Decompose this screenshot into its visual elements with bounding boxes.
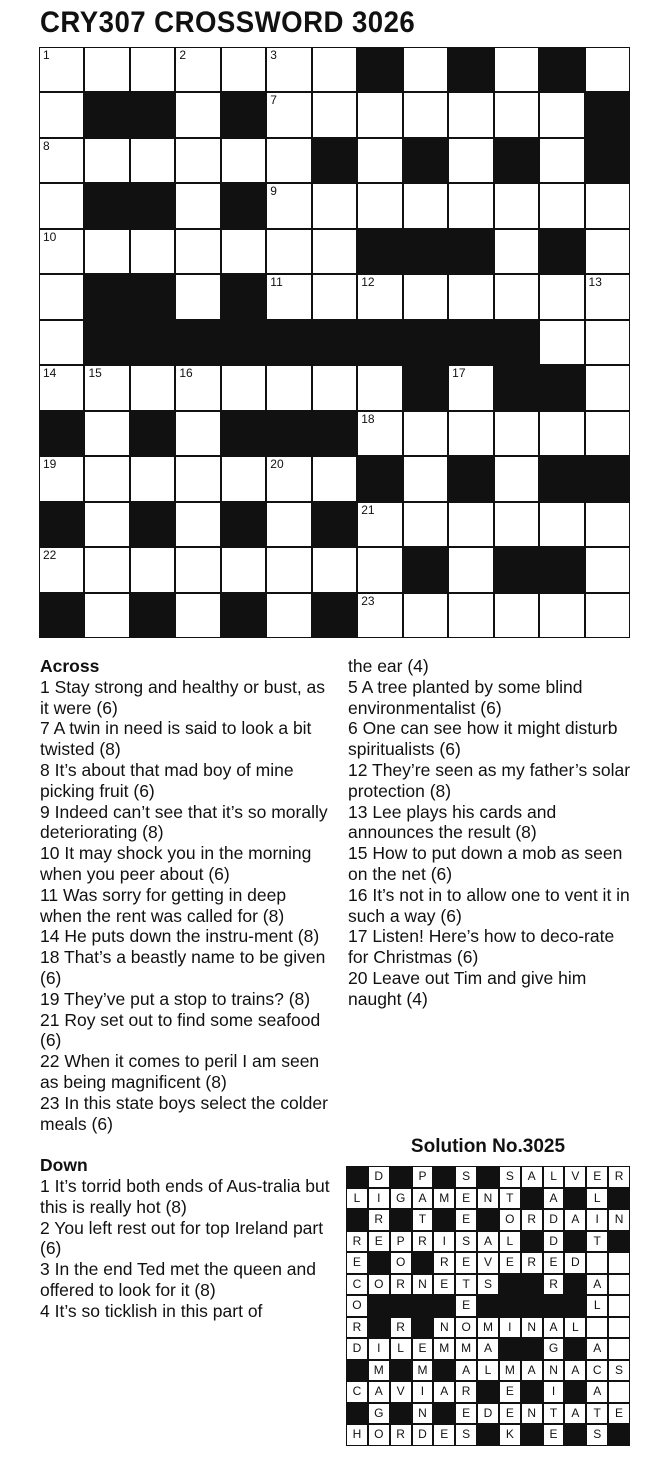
solution-cell: R: [413, 1232, 433, 1252]
grid-cell[interactable]: [40, 548, 83, 591]
solution-cell: R: [544, 1275, 564, 1295]
solution-cell: A: [544, 1318, 564, 1338]
grid-cell[interactable]: [495, 184, 538, 227]
solution-cell: S: [456, 1425, 476, 1445]
grid-cell[interactable]: [176, 503, 219, 546]
solution-cell: S: [478, 1275, 498, 1295]
solution-cell: E: [456, 1296, 476, 1316]
clue-number: 20: [270, 457, 284, 472]
clue-item: 9 Indeed can’t see that it’s so morally deteriorating (8): [40, 801, 328, 843]
solution-cell: A: [456, 1361, 476, 1381]
clue-number: 14: [43, 366, 57, 381]
solution-cell: V: [391, 1382, 411, 1402]
grid-cell[interactable]: [586, 48, 629, 91]
grid-cell[interactable]: [222, 548, 265, 591]
solution-cell: T: [587, 1404, 607, 1424]
clue-item: 14 He puts down the instru-ment (8): [40, 926, 320, 947]
grid-cell[interactable]: [404, 457, 447, 500]
grid-cell[interactable]: [358, 412, 401, 455]
clue-number: 7: [270, 93, 277, 108]
grid-cell[interactable]: [495, 503, 538, 546]
grid-cell[interactable]: [404, 48, 447, 91]
grid-cell[interactable]: [85, 48, 128, 91]
grid-cell[interactable]: [449, 184, 492, 227]
grid-cell[interactable]: [313, 275, 356, 318]
grid-cell[interactable]: [358, 93, 401, 136]
grid-cell[interactable]: [358, 139, 401, 182]
solution-cell: N: [522, 1318, 542, 1338]
solution-cell: O: [369, 1425, 389, 1445]
solution-cell: G: [369, 1404, 389, 1424]
clue-item: 15 How to put down a mob as seen on the net (6): [348, 843, 623, 884]
solution-cell: C: [347, 1382, 367, 1402]
grid-cell[interactable]: [267, 93, 310, 136]
solution-cell: I: [413, 1382, 433, 1402]
grid-cell[interactable]: [176, 93, 219, 136]
solution-cell: [587, 1253, 607, 1273]
grid-cell[interactable]: [358, 594, 401, 637]
grid-cell[interactable]: [313, 548, 356, 591]
solution-cell: L: [587, 1296, 607, 1316]
solution-cell: L: [391, 1339, 411, 1359]
solution-cell: N: [609, 1210, 629, 1230]
grid-cell[interactable]: [222, 457, 265, 500]
solution-cell: R: [391, 1275, 411, 1295]
solution-cell: N: [413, 1404, 433, 1424]
solution-cell: L: [478, 1361, 498, 1381]
solution-cell: T: [500, 1189, 520, 1209]
grid-cell[interactable]: [540, 412, 583, 455]
grid-cell[interactable]: [313, 230, 356, 273]
solution-cell: A: [565, 1361, 585, 1381]
clue-number: 12: [361, 275, 375, 290]
grid-cell[interactable]: [176, 366, 219, 409]
solution-cell: V: [478, 1253, 498, 1273]
grid-cell[interactable]: [267, 457, 310, 500]
grid-cell[interactable]: [313, 48, 356, 91]
grid-cell[interactable]: [449, 139, 492, 182]
grid-cell[interactable]: [495, 275, 538, 318]
grid-cell[interactable]: [176, 275, 219, 318]
grid-cell[interactable]: [40, 366, 83, 409]
grid-cell[interactable]: [586, 503, 629, 546]
clue-number: 8: [43, 138, 50, 153]
solution-cell: D: [544, 1210, 564, 1230]
solution-cell: D: [478, 1404, 498, 1424]
grid-cell[interactable]: [358, 548, 401, 591]
clue-item: 16 It’s not in to allow one to vent it in such a way (6): [348, 884, 630, 926]
grid-cell[interactable]: [40, 93, 83, 136]
grid-cell[interactable]: [85, 366, 128, 409]
solution-cell: R: [347, 1318, 367, 1338]
solution-cell: [609, 1318, 629, 1338]
clue-item: 18 That’s a beastly name to be given (6): [40, 947, 326, 988]
clue-number: 9: [270, 184, 277, 199]
solution-cell: [609, 1339, 629, 1359]
grid-cell[interactable]: [586, 548, 629, 591]
grid-cell[interactable]: [131, 48, 174, 91]
solution-cell: E: [413, 1339, 433, 1359]
grid-cell[interactable]: [358, 366, 401, 409]
grid-cell[interactable]: [540, 594, 583, 637]
grid-cell[interactable]: [40, 321, 83, 364]
clue-number: 17: [452, 366, 466, 381]
solution-cell: I: [500, 1318, 520, 1338]
solution-cell: O: [391, 1253, 411, 1273]
solution-cell: I: [587, 1210, 607, 1230]
solution-cell: E: [434, 1425, 454, 1445]
grid-cell[interactable]: [495, 594, 538, 637]
grid-cell[interactable]: [85, 503, 128, 546]
solution-cell: D: [413, 1425, 433, 1445]
grid-cell[interactable]: [222, 366, 265, 409]
grid-cell[interactable]: [404, 93, 447, 136]
grid-cell[interactable]: [267, 366, 310, 409]
grid-cell[interactable]: [358, 503, 401, 546]
clue-number: 2: [179, 48, 187, 62]
solution-cell: G: [544, 1339, 564, 1359]
solution-title: Solution No.3025: [410, 1136, 566, 1157]
clue-number: 1: [43, 48, 50, 62]
solution-cell: A: [565, 1404, 585, 1424]
grid-cell[interactable]: [404, 594, 447, 637]
solution-cell: N: [413, 1275, 433, 1295]
solution-cell: O: [369, 1275, 389, 1295]
grid-cell[interactable]: [449, 548, 492, 591]
solution-cell: E: [500, 1253, 520, 1273]
solution-cell: R: [391, 1318, 411, 1338]
down-clue-list-continued: [348, 656, 638, 1010]
grid-cell[interactable]: [176, 230, 219, 273]
clue-number: 16: [179, 366, 193, 381]
grid-cell[interactable]: [267, 503, 310, 546]
solution-cell: [609, 1382, 629, 1402]
solution-cell: V: [565, 1167, 585, 1187]
solution-cell: E: [544, 1253, 564, 1273]
grid-cell[interactable]: [586, 230, 629, 273]
solution-cell: A: [522, 1361, 542, 1381]
grid-cell[interactable]: [176, 48, 219, 91]
solution-cell: A: [587, 1339, 607, 1359]
solution-cell: E: [544, 1425, 564, 1445]
grid-cell[interactable]: [131, 230, 174, 273]
solution-cell: A: [434, 1382, 454, 1402]
page-title: CRY307 CROSSWORD 3026: [40, 6, 416, 39]
grid-cell[interactable]: [267, 230, 310, 273]
solution-cell: M: [413, 1361, 433, 1381]
grid-cell[interactable]: [131, 366, 174, 409]
solution-cell: P: [391, 1232, 411, 1252]
down-clue-list: [40, 1176, 330, 1322]
solution-cell: E: [500, 1404, 520, 1424]
across-header: Across: [40, 656, 100, 676]
grid-cell[interactable]: [176, 457, 219, 500]
grid-cell[interactable]: [404, 184, 447, 227]
clue-item: 13 Lee plays his cards and announces the result (8): [348, 801, 557, 843]
solution-cell: R: [391, 1425, 411, 1445]
solution-cell: E: [500, 1382, 520, 1402]
grid-cell[interactable]: [449, 275, 492, 318]
grid-cell[interactable]: [85, 548, 128, 591]
clue-number: 11: [270, 275, 283, 290]
solution-cell: A: [587, 1382, 607, 1402]
grid-cell[interactable]: [586, 594, 629, 637]
solution-cell: O: [456, 1318, 476, 1338]
grid-cell[interactable]: [267, 548, 310, 591]
grid-cell[interactable]: [313, 457, 356, 500]
clue-item: 20 Leave out Tim and give him naught (4): [348, 967, 587, 1009]
grid-cell[interactable]: [176, 139, 219, 182]
clue-item: 11 Was sorry for getting in deep when the rent was called for (8): [40, 884, 287, 926]
grid-cell[interactable]: [540, 93, 583, 136]
grid-cell[interactable]: [267, 184, 310, 227]
solution-cell: M: [500, 1361, 520, 1381]
solution-cell: S: [456, 1167, 476, 1187]
solution-cell: I: [544, 1382, 564, 1402]
solution-cell: T: [456, 1275, 476, 1295]
solution-cell: A: [544, 1189, 564, 1209]
solution-cell: D: [544, 1232, 564, 1252]
clue-item: 5 A tree planted by some blind environmentalist (6): [348, 676, 583, 718]
solution-cell: A: [522, 1167, 542, 1187]
grid-cell[interactable]: [495, 48, 538, 91]
grid-cell[interactable]: [40, 275, 83, 318]
solution-cell: N: [434, 1318, 454, 1338]
solution-cell: M: [434, 1189, 454, 1209]
solution-cell: N: [478, 1189, 498, 1209]
grid-cell[interactable]: [540, 275, 583, 318]
grid-cell[interactable]: [495, 457, 538, 500]
solution-cell: S: [456, 1232, 476, 1252]
clue-number: 23: [361, 593, 375, 608]
grid-cell[interactable]: [222, 139, 265, 182]
solution-grid: [346, 1166, 630, 1446]
solution-cell: A: [478, 1339, 498, 1359]
solution-cell: A: [565, 1210, 585, 1230]
solution-cell: [587, 1318, 607, 1338]
clue-item: 22 When it comes to peril I am seen as being magnificent (8): [40, 1051, 320, 1092]
grid-cell[interactable]: [449, 503, 492, 546]
solution-cell: E: [587, 1167, 607, 1187]
clue-item: 21 Roy set out to find some seafood (6): [40, 1009, 321, 1051]
grid-cell[interactable]: [313, 93, 356, 136]
clue-item: 17 Listen! Here’s how to deco-rate for Christmas (6): [348, 926, 615, 968]
grid-cell[interactable]: [404, 412, 447, 455]
grid-cell[interactable]: [404, 503, 447, 546]
solution-cell: L: [347, 1189, 367, 1209]
solution-cell: O: [347, 1296, 367, 1316]
clue-item: 19 They’ve put a stop to trains? (8): [40, 988, 311, 1009]
clue-item: 10 It may shock you in the morning when you peer about (6): [40, 843, 312, 884]
clue-number: 15: [88, 366, 102, 381]
clues-column-left: [40, 656, 330, 1322]
clue-item: 6 One can see how it might disturb spiritualists (6): [348, 718, 618, 760]
grid-cell[interactable]: [40, 139, 83, 182]
grid-cell[interactable]: [267, 275, 310, 318]
grid-cell[interactable]: [540, 184, 583, 227]
solution-cell: A: [478, 1232, 498, 1252]
solution-cell: L: [565, 1318, 585, 1338]
solution-cell: D: [347, 1339, 367, 1359]
grid-cell[interactable]: [131, 457, 174, 500]
grid-cell[interactable]: [540, 321, 583, 364]
solution-cell: C: [587, 1361, 607, 1381]
clue-number: 10: [43, 229, 57, 244]
grid-cell[interactable]: [540, 503, 583, 546]
solution-cell: S: [587, 1425, 607, 1445]
solution-cell: N: [522, 1404, 542, 1424]
solution-cell: E: [609, 1404, 629, 1424]
solution-cell: A: [587, 1275, 607, 1295]
grid-cell[interactable]: [176, 594, 219, 637]
clue-number: 21: [361, 502, 375, 517]
grid-cell[interactable]: [449, 412, 492, 455]
solution-cell: M: [434, 1339, 454, 1359]
solution-cell: E: [347, 1253, 367, 1273]
grid-cell[interactable]: [449, 93, 492, 136]
grid-cell[interactable]: [540, 139, 583, 182]
grid-cell[interactable]: [222, 230, 265, 273]
clue-item: 4 It’s so ticklish in this part of: [40, 1300, 263, 1321]
solution-cell: E: [369, 1232, 389, 1252]
solution-cell: N: [544, 1361, 564, 1381]
grid-cell[interactable]: [131, 139, 174, 182]
grid-cell[interactable]: [176, 184, 219, 227]
grid-cell[interactable]: [495, 412, 538, 455]
down-header: Down: [40, 1155, 88, 1176]
solution-cell: C: [347, 1275, 367, 1295]
solution-cell: R: [434, 1253, 454, 1273]
grid-cell[interactable]: [586, 184, 629, 227]
grid-cell[interactable]: [176, 548, 219, 591]
solution-cell: E: [456, 1404, 476, 1424]
solution-cell: L: [544, 1167, 564, 1187]
solution-cell: S: [609, 1361, 629, 1381]
grid-cell[interactable]: [222, 48, 265, 91]
solution-cell: R: [456, 1382, 476, 1402]
solution-cell: R: [522, 1253, 542, 1273]
solution-cell: H: [347, 1425, 367, 1445]
solution-cell: S: [500, 1167, 520, 1187]
solution-cell: E: [456, 1189, 476, 1209]
solution-cell: [609, 1253, 629, 1273]
grid-cell[interactable]: [404, 275, 447, 318]
solution-cell: E: [456, 1210, 476, 1230]
solution-cell: D: [369, 1167, 389, 1187]
grid-cell[interactable]: [40, 184, 83, 227]
clue-item: the ear (4): [348, 656, 429, 676]
clue-number: 18: [361, 411, 375, 426]
solution-cell: A: [369, 1382, 389, 1402]
solution-cell: [609, 1296, 629, 1316]
grid-cell[interactable]: [85, 594, 128, 637]
clue-number: 3: [270, 48, 277, 62]
solution-cell: R: [369, 1210, 389, 1230]
solution-cell: [609, 1275, 629, 1295]
grid-cell[interactable]: [176, 412, 219, 455]
grid-cell[interactable]: [586, 412, 629, 455]
solution-cell: O: [500, 1210, 520, 1230]
solution-cell: M: [456, 1339, 476, 1359]
crossword-grid: [39, 47, 630, 638]
solution-cell: L: [500, 1232, 520, 1252]
solution-cell: R: [609, 1167, 629, 1187]
grid-cell[interactable]: [449, 594, 492, 637]
grid-cell[interactable]: [495, 230, 538, 273]
grid-cell[interactable]: [449, 366, 492, 409]
solution-cell: I: [369, 1339, 389, 1359]
clue-number: 19: [43, 457, 57, 472]
solution-cell: L: [587, 1189, 607, 1209]
solution-cell: K: [500, 1425, 520, 1445]
solution-cell: T: [413, 1210, 433, 1230]
clue-item: 7 A twin in need is said to look a bit twisted (8): [40, 718, 312, 760]
grid-cell[interactable]: [313, 184, 356, 227]
solution-cell: A: [413, 1189, 433, 1209]
solution-cell: T: [544, 1404, 564, 1424]
solution-cell: E: [456, 1253, 476, 1273]
grid-cell[interactable]: [267, 139, 310, 182]
solution-cell: P: [413, 1167, 433, 1187]
solution-cell: R: [347, 1232, 367, 1252]
clue-item: 1 Stay strong and healthy or bust, as it were (6): [40, 676, 326, 718]
grid-cell[interactable]: [131, 548, 174, 591]
grid-cell[interactable]: [40, 48, 83, 91]
clue-item: 8 It’s about that mad boy of mine picking fruit (6): [40, 759, 294, 801]
clue-item: 23 In this state boys select the colder meals (6): [40, 1092, 328, 1134]
grid-cell[interactable]: [85, 230, 128, 273]
solution-cell: G: [391, 1189, 411, 1209]
grid-cell[interactable]: [85, 457, 128, 500]
grid-cell[interactable]: [85, 139, 128, 182]
clue-number: 22: [43, 548, 57, 563]
clue-number: 13: [588, 275, 602, 290]
clue-item: 1 It’s torrid both ends of Aus-tralia but this is really hot (8): [40, 1175, 330, 1217]
clue-item: 2 You left rest out for top Ireland part (6): [40, 1217, 324, 1259]
solution-cell: D: [565, 1253, 585, 1273]
grid-cell[interactable]: [267, 48, 310, 91]
across-clue-list: [40, 677, 330, 1135]
clue-item: 12 They’re seen as my father’s solar protection (8): [348, 759, 631, 801]
grid-cell[interactable]: [313, 366, 356, 409]
grid-cell[interactable]: [586, 366, 629, 409]
grid-cell[interactable]: [40, 457, 83, 500]
grid-cell[interactable]: [85, 412, 128, 455]
grid-cell[interactable]: [495, 93, 538, 136]
solution-cell: R: [522, 1210, 542, 1230]
grid-cell[interactable]: [40, 230, 83, 273]
grid-cell[interactable]: [267, 594, 310, 637]
grid-cell[interactable]: [586, 275, 629, 318]
grid-cell[interactable]: [358, 184, 401, 227]
clues-column-right: [348, 656, 638, 1010]
solution-cell: T: [587, 1232, 607, 1252]
solution-cell: I: [434, 1232, 454, 1252]
solution-cell: E: [434, 1275, 454, 1295]
grid-cell[interactable]: [586, 321, 629, 364]
solution-cell: M: [369, 1361, 389, 1381]
clue-item: 3 In the end Ted met the queen and offered to look for it (8): [40, 1259, 317, 1300]
solution-cell: I: [369, 1189, 389, 1209]
grid-cell[interactable]: [358, 275, 401, 318]
solution-cell: M: [478, 1318, 498, 1338]
